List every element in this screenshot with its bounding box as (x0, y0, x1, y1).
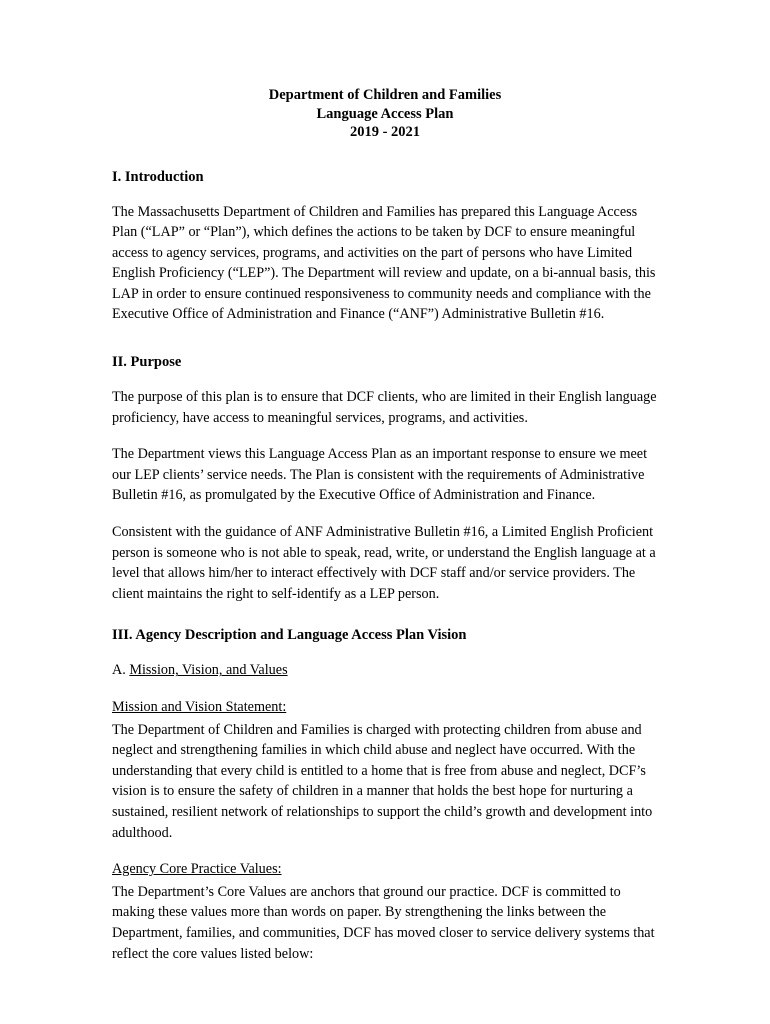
title-line-3: 2019 - 2021 (349, 124, 421, 140)
spacer (112, 341, 658, 353)
block-text-core-values: The Department’s Core Values are anchors that ground our practice. DCF is committed to making these values more than words on paper. By strengthening the links between the Department, families, and communities, DCF has moved closer to service delivery systems that reflect the core values listed below: (112, 883, 655, 962)
subsection-a-heading (112, 660, 658, 681)
section-heading-agency-description: III. Agency Description and Language Access Plan Vision (112, 627, 467, 644)
title-line-2: Language Access Plan (316, 105, 454, 122)
block-heading-core-values: Agency Core Practice Values: (112, 861, 282, 878)
section-introduction (112, 168, 658, 326)
section-heading-introduction: I. Introduction (112, 168, 204, 185)
paragraph-introduction-1: The Massachusetts Department of Children and Families has prepared this Language Access Plan (“LAP” or “Plan”), which defines the actions to be taken by DCF to ensure meaningful access to agency services, programs, and activities on the part of persons who have Limited English Proficiency (“LEP”). The Department will review and update, on a bi-annual basis, this LAP in order to ensure continued responsiveness to community needs and compliance with the Executive Office of Administration and Finance (“ANF”) Administrative Bulletin #16. (112, 203, 656, 323)
section-agency-description (112, 626, 658, 964)
block-heading-mission-vision: Mission and Vision Statement: (112, 699, 287, 715)
block-text-mission-vision: The Department of Children and Families is charged with protecting children from abuse and neglect and strengthening families in which child abuse and neglect have occurred. With the understanding that every child is entitled to a home that is free from abuse and neglect, DCF’s vision is to ensure the safety of children in a manner that holds the best hope for nurturing a sustained, resilient network of relationships to support the child’s growth and development into adulthood. (112, 721, 653, 841)
subsection-a-title: Mission, Vision, and Values (129, 662, 288, 679)
title-line-1: Department of Children and Families (268, 87, 502, 103)
paragraph-purpose-3: Consistent with the guidance of ANF Administrative Bulletin #16, a Limited English Proficient person is someone who is not able to speak, read, write, or understand the English language at a level that allows him/her to interact effectively with DCF staff and/or service providers. The client maintains the right to self-identify as a LEP person. (112, 524, 656, 602)
document-title (112, 86, 658, 142)
paragraph-purpose-2: The Department views this Language Access Plan as an important response to ensure we meet our LEP clients’ service needs. The Plan is consistent with the requirements of Administrative Bulletin #16, as promulgated by the Executive Office of Administration and Finance. (112, 446, 648, 504)
section-heading-purpose: II. Purpose (112, 354, 182, 371)
paragraph-purpose-1: The purpose of this plan is to ensure that DCF clients, who are limited in their English language proficiency, have access to meaningful services, programs, and activities. (112, 389, 657, 426)
subsection-a-label: A. (112, 662, 130, 679)
section-purpose (112, 353, 658, 604)
